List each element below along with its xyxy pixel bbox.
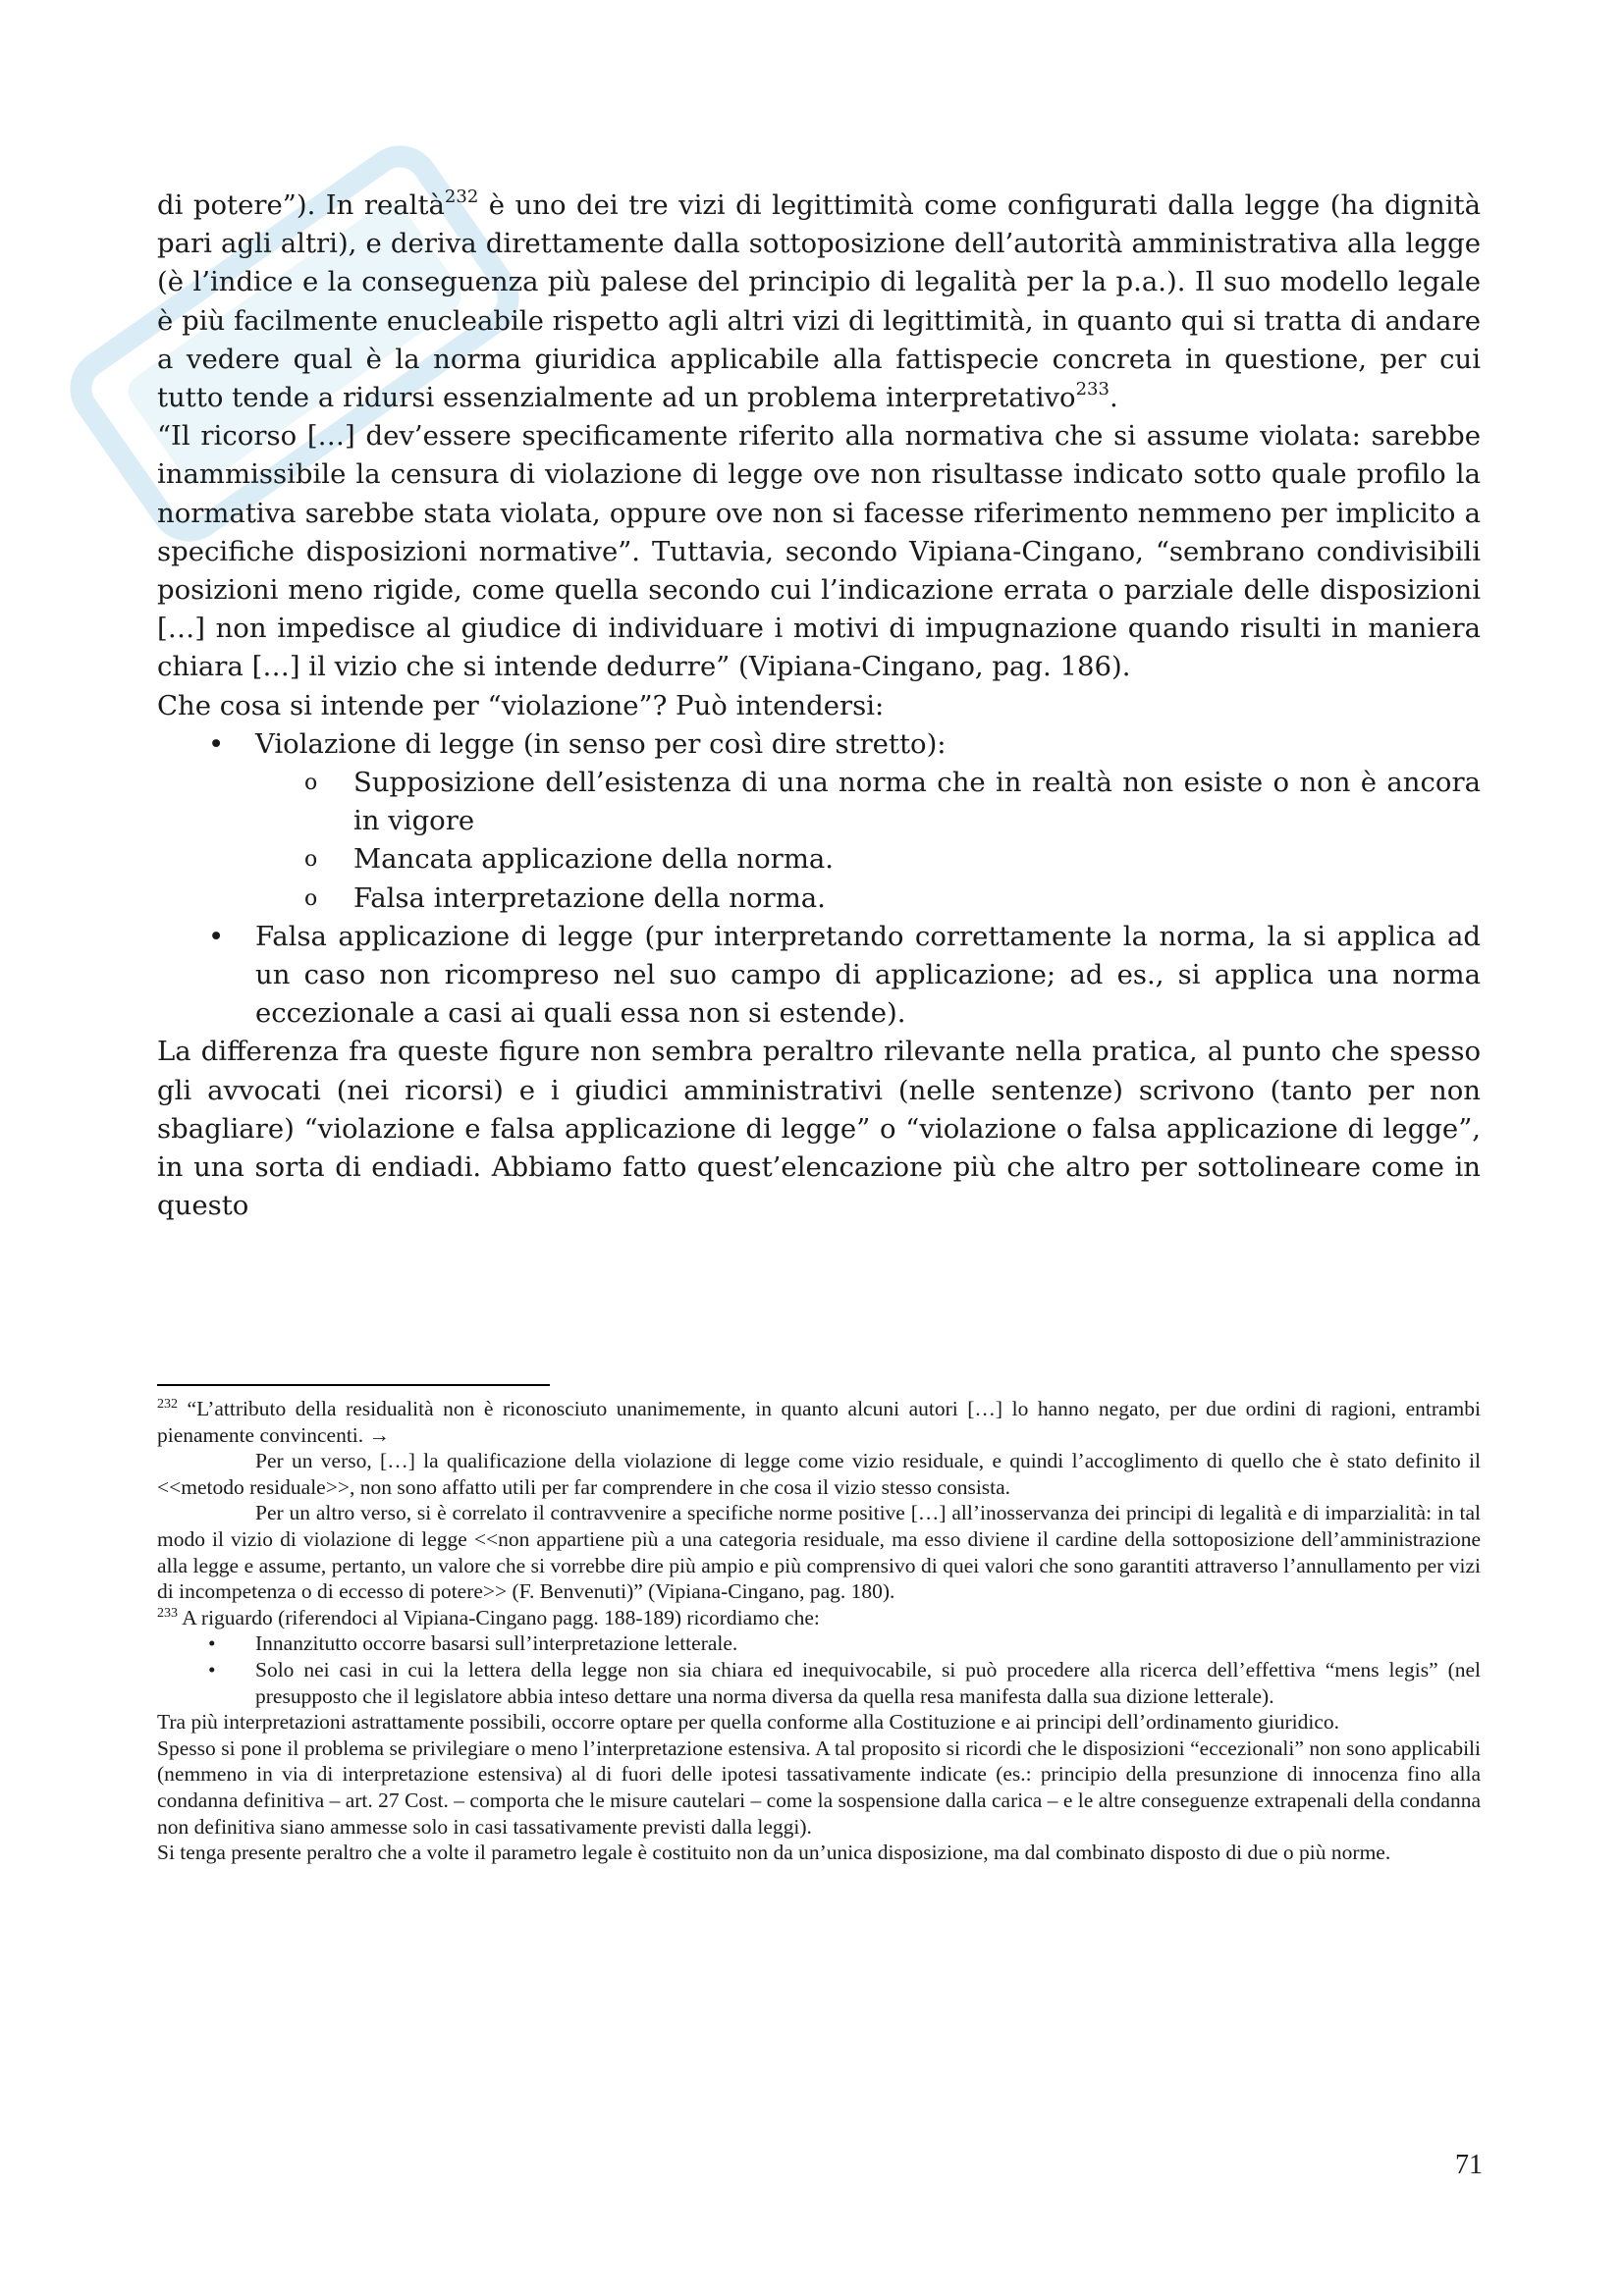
sub-list-item: o Mancata applicazione della norma. [255,840,1481,879]
footnote-ref-232[interactable]: 232 [444,187,479,207]
bullet-dot-icon: • [208,1657,216,1682]
bullet-dot-icon: • [208,727,225,760]
list-item: • Violazione di legge (in senso per così dire stretto): o Supposizione dell’esistenza di una norma che in realtà non esiste o non è ancora in vigore o Mancata applicazione della norma. o Falsa interpretazione della norma. [157,725,1481,918]
footnote-list [157,1630,1481,1709]
circle-bullet-icon: o [304,885,318,911]
footnote-number: 232 [157,1397,178,1412]
footnote-paragraph: Tra più interpretazioni astrattamente possibili, occorre optare per quella conforme alla Costituzione e ai principi dell’ordinamento giuridico. [157,1710,1340,1735]
footnote-separator [157,1384,550,1386]
page-number: 71 [1455,2150,1483,2180]
footnote-233: $^{233}$ A riguardo (riferendoci al Vipiana-Cingano pagg. 188-189) ricordiamo che: [157,1605,820,1629]
paragraph-violazione-intro: di potere”). In realtà$^{232}$ è uno dei tre vizi di legittimità come configurati dalla legge (ha dignità pari agli altri), e deriva direttamente dalla sottoposizione dell’autorità amministrativa alla legge (è l’indice e la conseguenza più palese del principio di legalità per la p.a.). Il suo modello legale è più facilmente enucleabile rispetto agli altri vizi di legittimità, in quanto qui si tratta di andare a vedere qual è la norma giuridica applicabile alla fattispecie concreta in questione, per cui tutto tende a ridursi essenzialmente ad un problema interpretativo$^{233}$. [157,187,1481,414]
footnote-paragraph: Per un altro verso, si è correlato il contravvenire a specifiche norme positive […] all’inosservanza dei principi di legalità e di imparzialità: in tal modo il vizio di violazione di legge <<non appartiene più a una categoria residuale, ma esso diviene il cardine della sottoposizione dell’amministrazione alla legge e assume, pertanto, un valore che si vorrebbe dire più ampio e più comprensivo di quei valori che sono garantiti attraverso l’annullamento per vizi di incompetenza o di eccesso di potere>> (F. Benvenuti)” (Vipiana-Cingano, pag. 180). [157,1501,1481,1604]
circle-bullet-icon: o [304,771,318,796]
paragraph-differenza: La differenza fra queste figure non sembra peraltro rilevante nella pratica, al punto che spesso gli avvocati (nei ricorsi) e i giudici amministrativi (nelle sentenze) scrivono (tanto per non sbagliare) “violazione e falsa applicazione di legge” o “violazione o falsa applicazione di legge”, in una sorta di endiadi. Abbiamo fatto quest’elencazione più che altro per sottolineare come in questo [157,1036,1481,1222]
paragraph-ricorso-quote: “Il ricorso […] dev’essere specificamente riferito alla normativa che si assume violata: sarebbe inammissibile la censura di violazione di legge ove non risultasse indicato sotto quale profilo la normativa sarebbe stata violata, oppure ove non si facesse riferimento nemmeno per implicito a specifiche disposizioni normative”. Tuttavia, secondo Vipiana-Cingano, “sembrano condivisibili posizioni meno rigide, come quella secondo cui l’indicazione errata o parziale delle disposizioni […] non impedisce al giudice di individuare i motivi di impugnazione quando risulti in maniera chiara […] il vizio che si intende dedurre” (Vipiana-Cingano, pag. 186). [157,420,1481,683]
footnote-ref-233[interactable]: 233 [1075,379,1110,400]
sub-list-item: o Falsa interpretazione della norma. [255,880,1481,918]
footnote-list-item: • Solo nei casi in cui la lettera della legge non sia chiara ed inequivocabile, si può procedere alla ricerca dell’effettiva “mens legis” (nel presupposto che il legislatore abbia inteso dettare una norma diversa da quella resa manifesta dalla sua dizione letterale). [208,1657,1481,1708]
violazione-list [157,725,1481,1034]
footnote-paragraph: Spesso si pone il problema se privilegiare o meno l’interpretazione estensiva. A tal proposito si ricordi che le disposizioni “eccezionali” non sono applicabili (nemmeno in via di interpretazione estensiva) al di fuori delle ipotesi tassativamente indicate (es.: principio della presunzione di innocenza fino alla condanna definitiva – art. 27 Cost. – comporta che le misure cautelari – come la sospensione dalla carica – e le altre conseguenze extrapenali della condanna non definitiva siano ammesse solo in casi tassativamente previsti dalla leggi). [157,1735,1481,1839]
footnotes [157,1396,1481,1866]
list-item: • Falsa applicazione di legge (pur interpretando correttamente la norma, la si applica ad un caso non ricompreso nel suo campo di applicazione; ad es., si applica una norma eccezionale a casi ai quali essa non si estende). [157,918,1481,1034]
footnote-paragraph: Si tenga presente peraltro che a volte il parametro legale è costituito non da un’unica disposizione, ma dal combinato disposto di due o più norme. [157,1841,1391,1865]
footnote-232: $^{232}$ “L’attributo della residualità non è riconosciuto unanimemente, in quanto alcuni autori […] lo hanno negato, per due ordini di ragioni, entrambi pienamente convincenti. → [157,1397,1481,1447]
sub-list [255,764,1481,918]
footnote-list-item: • Innanzitutto occorre basarsi sull’interpretazione letterale. [208,1631,738,1656]
sub-list-item: o Supposizione dell’esistenza di una norma che in realtà non esiste o non è ancora in vigore [255,764,1481,840]
bullet-dot-icon: • [208,1631,216,1656]
bullet-dot-icon: • [208,920,225,952]
circle-bullet-icon: o [304,847,318,873]
footnote-number: 233 [157,1605,178,1621]
footnote-paragraph: Per un verso, […] la qualificazione della violazione di legge come vizio residuale, e quindi l’accoglimento di quello che è stato definito il <<metodo residuale>>, non sono affatto utili per far comprendere in che cosa il vizio stesso consista. [157,1449,1481,1499]
main-text [157,187,1481,1225]
paragraph-question: Che cosa si intende per “violazione”? Può intendersi: [157,689,885,721]
